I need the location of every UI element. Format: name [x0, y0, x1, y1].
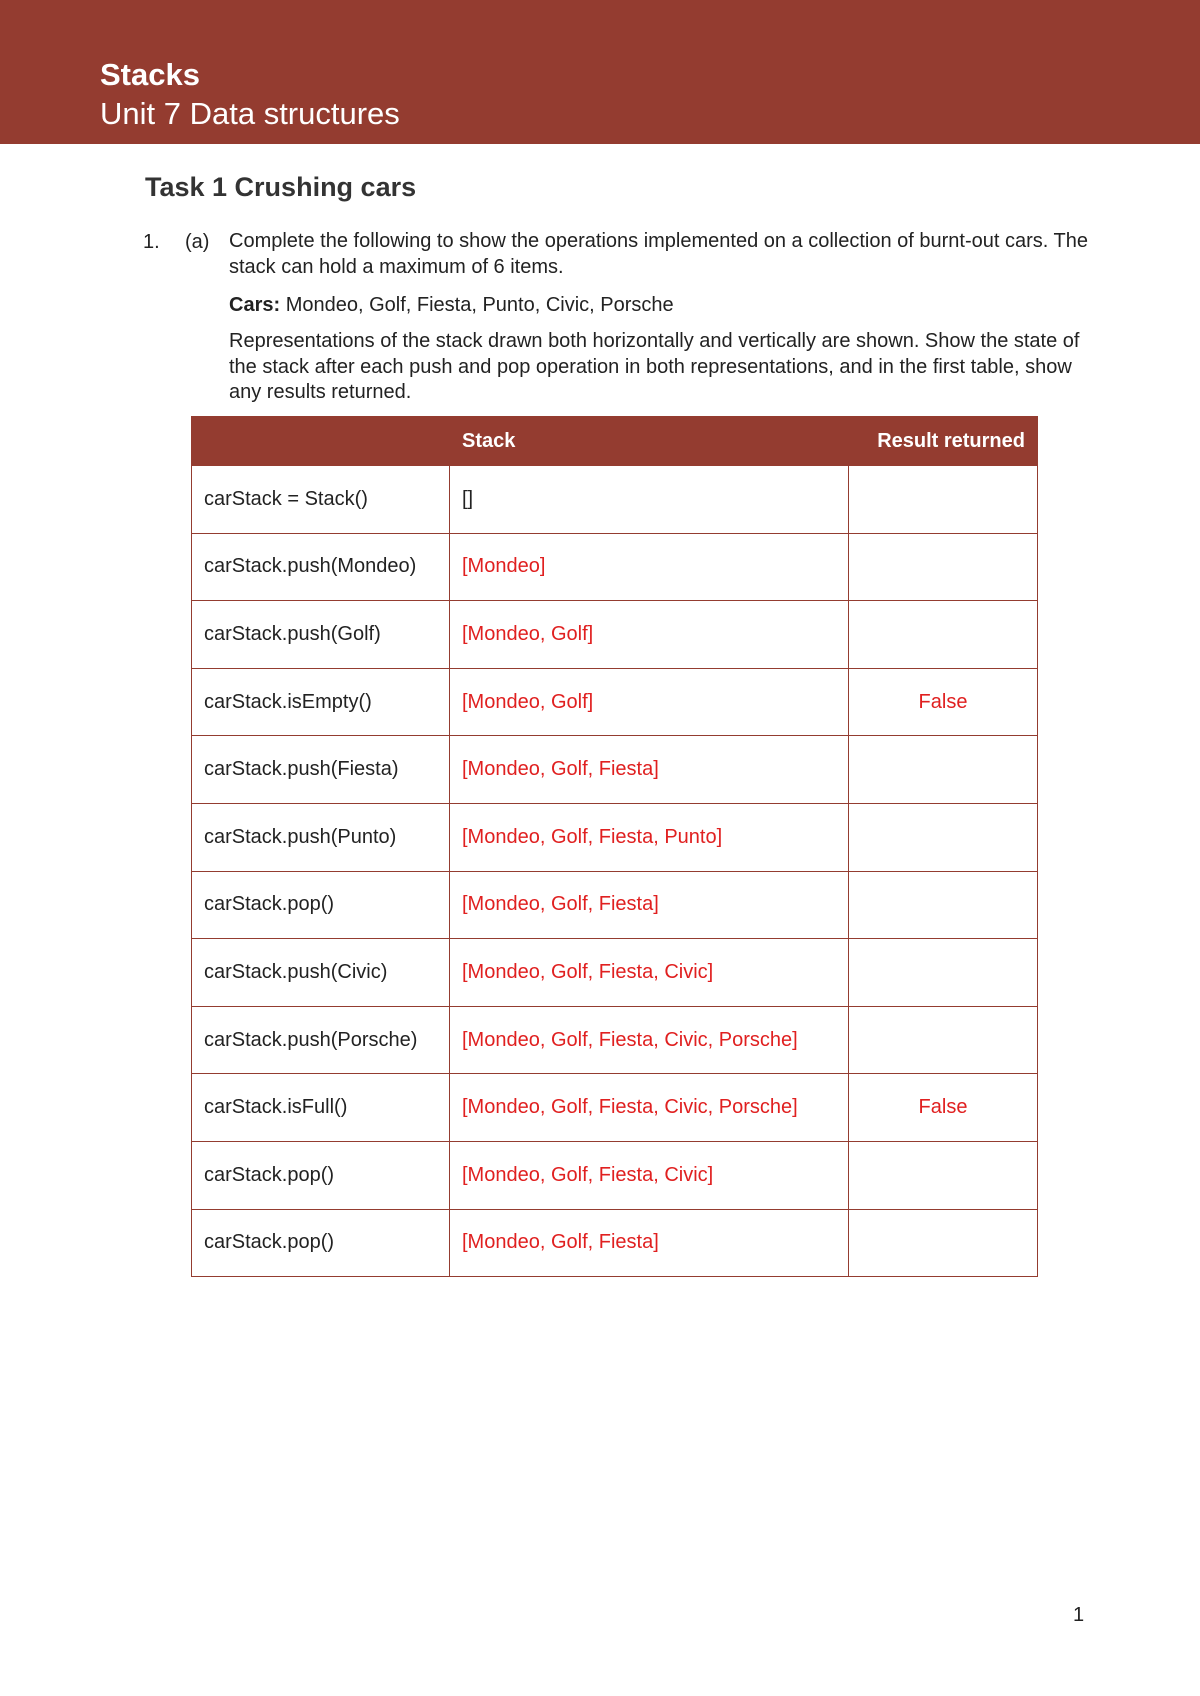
table-row [192, 1209, 1038, 1277]
header-banner [0, 0, 1200, 144]
cars-label: Cars: [229, 294, 281, 316]
operation-cell: carStack = Stack() [192, 466, 450, 534]
operation-column-header [192, 417, 450, 466]
table-row [192, 871, 1038, 939]
result-cell [849, 1006, 1038, 1074]
result-cell [849, 601, 1038, 669]
table-row [192, 601, 1038, 669]
table-row [192, 533, 1038, 601]
stack-state-cell: [] [450, 466, 849, 534]
question-part-label: (a) [185, 231, 210, 253]
operation-cell: carStack.pop() [192, 1209, 450, 1277]
stack-state-cell: [Mondeo] [450, 533, 849, 601]
result-cell [849, 466, 1038, 534]
table-row [192, 1141, 1038, 1209]
page-number: 1 [1073, 1604, 1085, 1626]
operation-cell: carStack.push(Golf) [192, 601, 450, 669]
operation-cell: carStack.push(Civic) [192, 939, 450, 1007]
stack-column-header: Stack [450, 417, 849, 466]
task-heading: Task 1 Crushing cars [145, 172, 417, 202]
result-cell [849, 871, 1038, 939]
table-row [192, 1006, 1038, 1074]
stack-state-cell: [Mondeo, Golf, Fiesta, Civic] [450, 939, 849, 1007]
table-row [192, 1074, 1038, 1142]
result-cell [849, 533, 1038, 601]
operation-cell: carStack.push(Fiesta) [192, 736, 450, 804]
table-row [192, 668, 1038, 736]
table-row [192, 736, 1038, 804]
cars-list: Mondeo, Golf, Fiesta, Punto, Civic, Porsche [280, 294, 674, 316]
operation-cell: carStack.isFull() [192, 1074, 450, 1142]
result-cell [849, 1209, 1038, 1277]
document-title: Stacks [100, 57, 200, 92]
result-cell [849, 803, 1038, 871]
operation-cell: carStack.push(Porsche) [192, 1006, 450, 1074]
table-header-row [192, 417, 1038, 466]
question-instruction: Complete the following to show the operations implemented on a collection of burnt-out cars. The stack can hold a maximum of 6 items. [229, 230, 1089, 278]
operation-cell: carStack.pop() [192, 1141, 450, 1209]
table-row [192, 939, 1038, 1007]
cars-line [229, 292, 674, 318]
document-subtitle: Unit 7 Data structures [100, 96, 400, 131]
stack-state-cell: [Mondeo, Golf] [450, 668, 849, 736]
stack-state-cell: [Mondeo, Golf, Fiesta, Civic] [450, 1141, 849, 1209]
stack-operations-table [191, 416, 1038, 1277]
table-row [192, 803, 1038, 871]
stack-state-cell: [Mondeo, Golf] [450, 601, 849, 669]
representation-instruction: Representations of the stack drawn both horizontally and vertically are shown. Show the state of the stack after each push and pop operation in both representations, and in the first table, show any results returned. [229, 330, 1080, 403]
stack-state-cell: [Mondeo, Golf, Fiesta, Punto] [450, 803, 849, 871]
question-number: 1. [143, 231, 160, 253]
table-row [192, 466, 1038, 534]
result-column-header: Result returned [849, 417, 1038, 466]
operation-cell: carStack.push(Punto) [192, 803, 450, 871]
operation-cell: carStack.isEmpty() [192, 668, 450, 736]
result-cell [849, 1141, 1038, 1209]
stack-state-cell: [Mondeo, Golf, Fiesta] [450, 736, 849, 804]
result-cell [849, 736, 1038, 804]
stack-state-cell: [Mondeo, Golf, Fiesta, Civic, Porsche] [450, 1006, 849, 1074]
result-cell: False [849, 1074, 1038, 1142]
stack-state-cell: [Mondeo, Golf, Fiesta, Civic, Porsche] [450, 1074, 849, 1142]
operation-cell: carStack.pop() [192, 871, 450, 939]
operation-cell: carStack.push(Mondeo) [192, 533, 450, 601]
stack-state-cell: [Mondeo, Golf, Fiesta] [450, 1209, 849, 1277]
stack-state-cell: [Mondeo, Golf, Fiesta] [450, 871, 849, 939]
result-cell: False [849, 668, 1038, 736]
result-cell [849, 939, 1038, 1007]
